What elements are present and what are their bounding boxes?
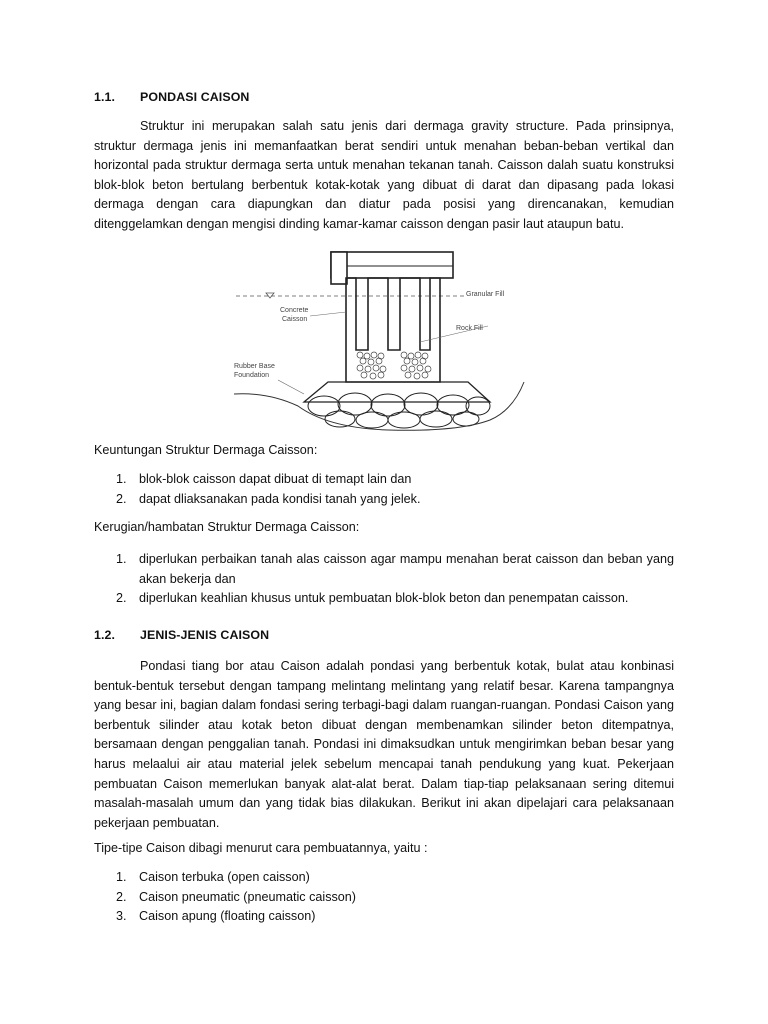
label-granular-fill: Granular Fill	[466, 291, 505, 298]
list-item	[94, 550, 674, 589]
list-text: dapat dliaksanakan pada kondisi tanah yang jelek.	[139, 491, 421, 506]
list-item	[94, 868, 674, 888]
list-number: 1.	[116, 870, 127, 884]
label-rock-fill: Rock Fill	[456, 325, 483, 332]
caisson-diagram	[228, 242, 528, 432]
label-concrete: Concrete	[280, 307, 309, 314]
list-number: 1.	[116, 472, 127, 486]
advantages-list	[94, 470, 674, 509]
section-number: 1.2.	[94, 628, 116, 642]
types-list	[94, 868, 674, 927]
list-text: Caison terbuka (open caisson)	[139, 870, 310, 884]
disadvantages-title: Kerugian/hambatan Struktur Dermaga Caisson:	[94, 520, 360, 534]
list-text: blok-blok caisson dapat dibuat di temapt lain dan	[139, 472, 412, 486]
section-paragraph-1-2: Pondasi tiang bor atau Caison adalah pondasi yang berbentuk kotak, bulat atau konbinasi bentuk-bentuk tersebut dengan tampang melintang melintang yang relatif besar. Karena tampangnya yang besar ini, bagian dalam fondasi sering terbagi-bagi dalam ruangan-ruangan. Pondasi Caison yang berbentuk silinder atau kotak beton dibuat dengan membenamkan silinder beton ditempatnya, bersamaan dengan penggalian tanah. Pondasi ini dimaksudkan untuk mengirimkan beban besar yang harus melaalui air atau material jelek sebelum mencapai tanah pendukung yang kuat. Pekerjaan pembuatan Caison memerlukan banyak alat-alat berat. Dalam tiap-tiap pelaksanaan sering ditemui masalah-masalah umum dan yang tidak bias dilakukan. Berikut ini akan dipelajari cara pelaksanaan pekerjaan pembuatan.	[94, 659, 674, 830]
list-item	[94, 470, 674, 490]
list-number: 2.	[116, 591, 127, 606]
types-intro: Tipe-tipe Caison dibagi menurut cara pembuatannya, yaitu :	[94, 841, 428, 855]
list-text: diperlukan keahlian khusus untuk pembuatan blok-blok beton dan penempatan caisson.	[139, 591, 629, 606]
section-heading-1-2	[94, 628, 269, 642]
list-item	[94, 907, 674, 927]
label-foundation: Foundation	[234, 372, 270, 379]
section-title: PONDASI CAISON	[140, 90, 250, 104]
list-item	[94, 490, 674, 510]
list-number: 2.	[116, 491, 127, 506]
list-text: diperlukan perbaikan tanah alas caisson agar mampu menahan berat caisson dan beban yang akan bekerja dan	[139, 552, 674, 586]
label-rubber-base: Rubber Base	[234, 363, 275, 370]
seabed-line	[234, 382, 524, 430]
list-item	[94, 589, 674, 609]
list-number: 3.	[116, 909, 127, 924]
rubble-mound	[304, 382, 490, 402]
list-number: 2.	[116, 889, 127, 904]
section-heading-1-1	[94, 90, 250, 104]
cap-wall	[331, 252, 347, 284]
disadvantages-list	[94, 550, 674, 609]
section-title: JENIS-JENIS CAISON	[140, 628, 270, 642]
rock-fill	[357, 352, 431, 379]
list-text: Caison pneumatic (pneumatic caisson)	[139, 889, 356, 904]
list-text: Caison apung (floating caisson)	[139, 909, 316, 924]
label-caisson: Caisson	[282, 316, 308, 323]
section-number: 1.1.	[94, 90, 116, 104]
advantages-title: Keuntungan Struktur Dermaga Caisson:	[94, 443, 318, 457]
list-item	[94, 888, 674, 908]
section-paragraph-1-1: Struktur ini merupakan salah satu jenis dari dermaga gravity structure. Pada prinsipnya, struktur dermaga jenis ini memanfaatkan berat sendiri untuk menahan beban-beban vertikal dan horizontal pada struktur dermaga serta untuk menahan tekanan tanah. Caisson dalah suatu konstruksi blok-blok beton bertulang berbentuk kotak-kotak yang dibuat di darat dan dipasang pada lokasi dermaga dengan cara diapungkan dan diatur pada posisi yang direncanakan, kemudian ditenggelamkan dengan mengisi dinding kamar-kamar caisson dengan pasir laut ataupun batu.	[94, 119, 674, 231]
water-level-symbol	[266, 293, 274, 298]
list-number: 1.	[116, 552, 127, 566]
cap-slab	[331, 252, 453, 278]
